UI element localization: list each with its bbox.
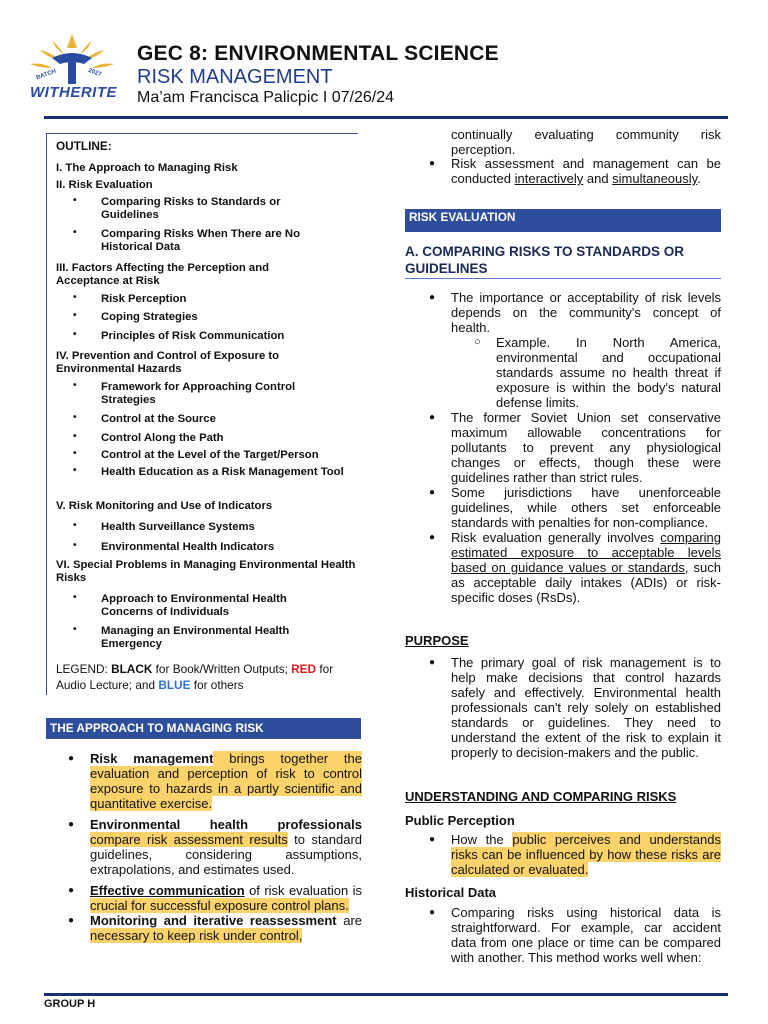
outline-item: Approach to Environmental Health Concerns of Individuals xyxy=(101,593,287,619)
bullet-icon: • xyxy=(73,465,77,476)
bullet-icon: • xyxy=(73,592,77,603)
text: to standard guidelines, considering assumptions, extrapolations, and estimates used. xyxy=(90,832,362,877)
purpose-heading: PURPOSE xyxy=(405,633,469,648)
bullet-icon: ● xyxy=(68,753,75,764)
risk-eval-list xyxy=(429,290,721,605)
bullet-icon: ● xyxy=(429,532,436,543)
sub-list-item xyxy=(429,335,721,410)
list-item xyxy=(429,655,721,760)
list-item xyxy=(429,410,721,485)
bullet-icon: • xyxy=(73,520,77,531)
author-date: Ma’am Francisca Palicpic I 07/26/24 xyxy=(137,89,394,106)
highlight: exposure control plans. xyxy=(210,898,349,913)
outline-item: Health Education as a Risk Management Tool xyxy=(101,466,344,478)
list-item xyxy=(68,751,362,811)
heading-rule xyxy=(405,278,721,279)
topic-title: RISK MANAGEMENT xyxy=(137,66,333,88)
bullet-icon: ● xyxy=(429,907,436,918)
legend xyxy=(56,662,356,693)
bold-term: Risk management xyxy=(90,751,214,766)
legend-red-desc: for Audio Lecture; and xyxy=(56,662,334,692)
bullet-icon: • xyxy=(73,227,77,238)
text: How the xyxy=(451,832,513,847)
list-item xyxy=(429,156,721,186)
bullet-icon: • xyxy=(73,195,77,206)
section-bar-risk-eval: RISK EVALUATION xyxy=(405,209,721,232)
text: Risk assessment and management can be conducted xyxy=(451,156,721,186)
outline-title: OUTLINE: xyxy=(56,139,112,153)
bullet-icon: ● xyxy=(429,834,436,845)
continued-text: continually evaluating community risk perception. xyxy=(451,127,721,157)
outline-item: Managing an Environmental Health Emergency xyxy=(101,625,290,651)
list-item xyxy=(68,913,362,943)
text: Example. In North America, environmental and occupational standards assume no health threat if exposure is within the body's natural defense limits. xyxy=(496,335,721,410)
text: and xyxy=(583,171,613,186)
outline-item: Coping Strategies xyxy=(101,311,198,323)
text: of risk evaluation is xyxy=(244,883,362,898)
list-item xyxy=(429,905,721,965)
outline-item: VI. Special Problems in Managing Environmental Health Risks xyxy=(56,559,356,585)
bullet-icon: • xyxy=(73,540,77,551)
approach-list xyxy=(68,751,362,943)
outline-item: V. Risk Monitoring and Use of Indicators xyxy=(56,500,273,512)
text: Risk evaluation generally involves xyxy=(451,530,661,545)
legend-black: BLACK xyxy=(111,662,153,676)
subsection-heading: A. COMPARING RISKS TO STANDARDS OR GUIDELINES xyxy=(405,244,685,276)
outline-item: III. Factors Affecting the Perception and Acceptance at Risk xyxy=(56,262,269,288)
logo-year: 2027 xyxy=(87,67,102,79)
text: . xyxy=(697,171,701,186)
legend-blue-desc: for others xyxy=(190,677,244,692)
text: The former Soviet Union set conservative maximum allowable concentrations for pollutants to prevent any physiological changes or effects, though these were guidelines rather than strict rules. xyxy=(451,410,721,485)
bullet-icon: ● xyxy=(429,412,436,423)
bullet-icon: ● xyxy=(429,292,436,303)
outline-item: I. The Approach to Managing Risk xyxy=(56,162,238,174)
section-bar-approach: THE APPROACH TO MANAGING RISK xyxy=(46,718,361,739)
bullet-icon: ● xyxy=(68,819,75,830)
legend-red: RED xyxy=(291,662,317,676)
highlight: public perceives and understands risks can be influenced by how these risks are calculated or evaluated. xyxy=(451,832,721,877)
public-perception-heading: Public Perception xyxy=(405,813,515,828)
bullet-icon: • xyxy=(73,329,77,340)
list-item xyxy=(68,817,362,877)
text: , such as acceptable daily intakes (ADIs) or risk-specific doses (RsDs). xyxy=(451,560,722,605)
outline-item: IV. Prevention and Control of Exposure to Environmental Hazards xyxy=(56,350,280,376)
bullet-icon: • xyxy=(73,380,77,391)
bullet-icon: • xyxy=(73,310,77,321)
circle-bullet-icon: ○ xyxy=(474,336,481,348)
outline-item: Framework for Approaching Control Strategies xyxy=(101,381,296,407)
text: are xyxy=(336,913,363,928)
list-item xyxy=(429,290,721,335)
public-list xyxy=(429,832,721,877)
list-item xyxy=(429,485,721,530)
bullet-icon: ● xyxy=(68,915,75,926)
highlight: brings together the evaluation and perception of risk to control exposure to hazards in a partly scientific and quantitative exercise. xyxy=(90,751,362,811)
right-top-list xyxy=(429,156,721,186)
batch-logo xyxy=(22,28,122,106)
course-title: GEC 8: ENVIRONMENTAL SCIENCE xyxy=(137,42,499,65)
outline-item: Environmental Health Indicators xyxy=(101,541,275,553)
text: Comparing risks using historical data is straightforward. For example, car accident data from one place or time can be compared with another. This method works well when: xyxy=(451,905,721,965)
bullet-icon: • xyxy=(73,448,77,459)
logo-text: WITHERITE xyxy=(30,84,117,101)
text: Some jurisdictions have unenforceable guidelines, while others set enforceable standards with penalties for non-compliance. xyxy=(451,485,721,530)
text: The importance or acceptability of risk levels depends on the community's concept of health. xyxy=(451,290,721,335)
historical-list xyxy=(429,905,721,965)
bullet-icon: • xyxy=(73,624,77,635)
outline-item: Control at the Source xyxy=(101,413,216,425)
bullet-icon: ● xyxy=(68,885,75,896)
logo-batch: BATCH xyxy=(35,68,57,82)
underline-term: interactively xyxy=(514,171,584,186)
outline-item: Comparing Risks When There are No Historical Data xyxy=(101,228,300,254)
bullet-icon: ● xyxy=(429,657,436,668)
legend-black-desc: for Book/Written Outputs; xyxy=(152,662,292,676)
list-item xyxy=(68,883,362,913)
bold-term: Monitoring and iterative reassessment xyxy=(90,913,337,928)
bold-term: Environmental health professionals xyxy=(90,817,362,832)
legend-prefix: LEGEND: xyxy=(56,662,112,676)
list-item xyxy=(429,530,721,605)
legend-blue: BLUE xyxy=(158,677,191,692)
footer-rule xyxy=(44,993,728,996)
outline-item: Principles of Risk Communication xyxy=(101,330,285,342)
purpose-list xyxy=(429,655,721,760)
understanding-heading: UNDERSTANDING AND COMPARING RISKS xyxy=(405,789,677,804)
bullet-icon: • xyxy=(73,292,77,303)
outline-item: Control Along the Path xyxy=(101,432,224,444)
bullet-icon: • xyxy=(73,431,77,442)
outline-item: Risk Perception xyxy=(101,293,187,305)
underline-term: comparing estimated exposure to acceptable levels based on guidance values or standards xyxy=(451,530,721,575)
highlight: necessary to keep risk under control, xyxy=(90,928,303,943)
bullet-icon: ● xyxy=(429,158,436,169)
text: The primary goal of risk management is to help make decisions that control hazards safely and effectively. Environmental health professionals can't rely solely on established standards or guidelines. They need to understand the extent of the risk to explain it properly to decision-makers and the public. xyxy=(451,655,721,760)
outline-item: Control at the Level of the Target/Person xyxy=(101,449,319,461)
highlight: compare risk assessment results xyxy=(90,832,288,847)
list-item xyxy=(429,832,721,877)
outline-item: II. Risk Evaluation xyxy=(56,179,153,191)
outline-item: Health Surveillance Systems xyxy=(101,521,255,533)
historical-data-heading: Historical Data xyxy=(405,885,497,900)
outline-box xyxy=(46,133,358,695)
bullet-icon: • xyxy=(73,412,77,423)
highlight: crucial for successful xyxy=(90,898,211,913)
underline-term: simultaneously xyxy=(612,171,698,186)
header-rule xyxy=(44,116,728,119)
bullet-icon: ● xyxy=(429,487,436,498)
bold-term: Effective communication xyxy=(90,883,245,898)
outline-item: Comparing Risks to Standards or Guidelines xyxy=(101,196,281,222)
footer-group: GROUP H xyxy=(44,998,96,1010)
